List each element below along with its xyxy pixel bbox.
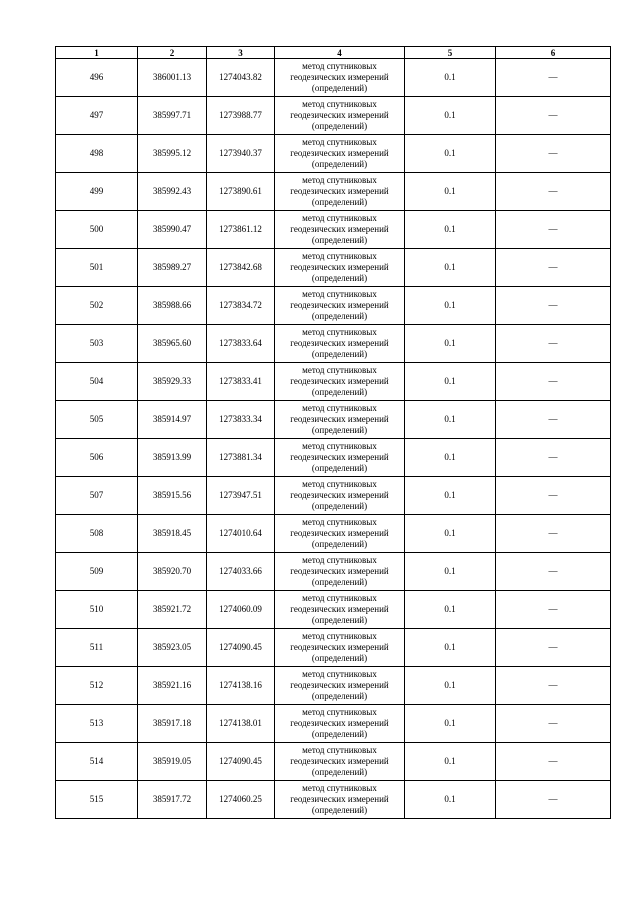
y-coordinate-cell: 1274060.25 — [207, 781, 275, 819]
accuracy-cell: 0.1 — [405, 781, 496, 819]
accuracy-cell: 0.1 — [405, 211, 496, 249]
y-coordinate-cell: 1274138.01 — [207, 705, 275, 743]
note-cell: — — [496, 211, 611, 249]
column-header-2: 2 — [138, 47, 207, 59]
y-coordinate-cell: 1273940.37 — [207, 135, 275, 173]
x-coordinate-cell: 385913.99 — [138, 439, 207, 477]
x-coordinate-cell: 385988.66 — [138, 287, 207, 325]
x-coordinate-cell: 385915.56 — [138, 477, 207, 515]
column-header-3: 3 — [207, 47, 275, 59]
method-cell: метод спутниковых геодезических измерений (определений) — [275, 591, 405, 629]
table-row — [56, 401, 611, 439]
y-coordinate-cell: 1273890.61 — [207, 173, 275, 211]
note-cell: — — [496, 363, 611, 401]
x-coordinate-cell: 385997.71 — [138, 97, 207, 135]
y-coordinate-cell: 1273833.41 — [207, 363, 275, 401]
point-number-cell: 515 — [56, 781, 138, 819]
y-coordinate-cell: 1273881.34 — [207, 439, 275, 477]
method-cell: метод спутниковых геодезических измерений (определений) — [275, 667, 405, 705]
table-row — [56, 211, 611, 249]
x-coordinate-cell: 385929.33 — [138, 363, 207, 401]
method-cell: метод спутниковых геодезических измерений (определений) — [275, 59, 405, 97]
point-number-cell: 506 — [56, 439, 138, 477]
point-number-cell: 514 — [56, 743, 138, 781]
note-cell: — — [496, 287, 611, 325]
method-cell: метод спутниковых геодезических измерений (определений) — [275, 401, 405, 439]
table-row — [56, 249, 611, 287]
x-coordinate-cell: 385917.18 — [138, 705, 207, 743]
x-coordinate-cell: 385918.45 — [138, 515, 207, 553]
x-coordinate-cell: 385919.05 — [138, 743, 207, 781]
point-number-cell: 497 — [56, 97, 138, 135]
method-cell: метод спутниковых геодезических измерений (определений) — [275, 211, 405, 249]
y-coordinate-cell: 1274090.45 — [207, 629, 275, 667]
point-number-cell: 509 — [56, 553, 138, 591]
point-number-cell: 505 — [56, 401, 138, 439]
table-row — [56, 439, 611, 477]
y-coordinate-cell: 1273834.72 — [207, 287, 275, 325]
note-cell: — — [496, 249, 611, 287]
table-row — [56, 515, 611, 553]
method-cell: метод спутниковых геодезических измерений (определений) — [275, 173, 405, 211]
x-coordinate-cell: 385923.05 — [138, 629, 207, 667]
note-cell: — — [496, 553, 611, 591]
note-cell: — — [496, 439, 611, 477]
note-cell: — — [496, 173, 611, 211]
point-number-cell: 503 — [56, 325, 138, 363]
method-cell: метод спутниковых геодезических измерений (определений) — [275, 705, 405, 743]
accuracy-cell: 0.1 — [405, 629, 496, 667]
accuracy-cell: 0.1 — [405, 477, 496, 515]
accuracy-cell: 0.1 — [405, 325, 496, 363]
column-header-4: 4 — [275, 47, 405, 59]
y-coordinate-cell: 1273947.51 — [207, 477, 275, 515]
point-number-cell: 501 — [56, 249, 138, 287]
x-coordinate-cell: 386001.13 — [138, 59, 207, 97]
method-cell: метод спутниковых геодезических измерений (определений) — [275, 249, 405, 287]
y-coordinate-cell: 1274090.45 — [207, 743, 275, 781]
accuracy-cell: 0.1 — [405, 439, 496, 477]
method-cell: метод спутниковых геодезических измерений (определений) — [275, 553, 405, 591]
method-cell: метод спутниковых геодезических измерений (определений) — [275, 477, 405, 515]
table-row — [56, 97, 611, 135]
point-number-cell: 510 — [56, 591, 138, 629]
point-number-cell: 508 — [56, 515, 138, 553]
accuracy-cell: 0.1 — [405, 97, 496, 135]
note-cell: — — [496, 705, 611, 743]
method-cell: метод спутниковых геодезических измерений (определений) — [275, 629, 405, 667]
coordinates-table — [55, 46, 611, 819]
accuracy-cell: 0.1 — [405, 59, 496, 97]
note-cell: — — [496, 629, 611, 667]
accuracy-cell: 0.1 — [405, 667, 496, 705]
table-row — [56, 59, 611, 97]
note-cell: — — [496, 781, 611, 819]
method-cell: метод спутниковых геодезических измерений (определений) — [275, 325, 405, 363]
accuracy-cell: 0.1 — [405, 553, 496, 591]
accuracy-cell: 0.1 — [405, 743, 496, 781]
table-row — [56, 287, 611, 325]
y-coordinate-cell: 1274060.09 — [207, 591, 275, 629]
table-row — [56, 553, 611, 591]
note-cell: — — [496, 325, 611, 363]
accuracy-cell: 0.1 — [405, 401, 496, 439]
accuracy-cell: 0.1 — [405, 705, 496, 743]
point-number-cell: 504 — [56, 363, 138, 401]
table-row — [56, 705, 611, 743]
method-cell: метод спутниковых геодезических измерений (определений) — [275, 439, 405, 477]
table-row — [56, 363, 611, 401]
note-cell: — — [496, 135, 611, 173]
note-cell: — — [496, 97, 611, 135]
x-coordinate-cell: 385995.12 — [138, 135, 207, 173]
column-header-5: 5 — [405, 47, 496, 59]
table-body — [56, 59, 611, 819]
y-coordinate-cell: 1273988.77 — [207, 97, 275, 135]
table-row — [56, 667, 611, 705]
table-row — [56, 325, 611, 363]
method-cell: метод спутниковых геодезических измерений (определений) — [275, 287, 405, 325]
y-coordinate-cell: 1274010.64 — [207, 515, 275, 553]
x-coordinate-cell: 385992.43 — [138, 173, 207, 211]
accuracy-cell: 0.1 — [405, 515, 496, 553]
method-cell: метод спутниковых геодезических измерений (определений) — [275, 135, 405, 173]
note-cell: — — [496, 515, 611, 553]
method-cell: метод спутниковых геодезических измерений (определений) — [275, 363, 405, 401]
point-number-cell: 499 — [56, 173, 138, 211]
y-coordinate-cell: 1274033.66 — [207, 553, 275, 591]
note-cell: — — [496, 743, 611, 781]
y-coordinate-cell: 1273842.68 — [207, 249, 275, 287]
point-number-cell: 511 — [56, 629, 138, 667]
method-cell: метод спутниковых геодезических измерений (определений) — [275, 781, 405, 819]
method-cell: метод спутниковых геодезических измерений (определений) — [275, 743, 405, 781]
x-coordinate-cell: 385917.72 — [138, 781, 207, 819]
point-number-cell: 502 — [56, 287, 138, 325]
y-coordinate-cell: 1273861.12 — [207, 211, 275, 249]
column-header-1: 1 — [56, 47, 138, 59]
point-number-cell: 498 — [56, 135, 138, 173]
table-row — [56, 477, 611, 515]
table-row — [56, 743, 611, 781]
table-row — [56, 135, 611, 173]
y-coordinate-cell: 1273833.34 — [207, 401, 275, 439]
accuracy-cell: 0.1 — [405, 287, 496, 325]
point-number-cell: 496 — [56, 59, 138, 97]
table-row — [56, 591, 611, 629]
method-cell: метод спутниковых геодезических измерений (определений) — [275, 515, 405, 553]
accuracy-cell: 0.1 — [405, 135, 496, 173]
note-cell: — — [496, 401, 611, 439]
accuracy-cell: 0.1 — [405, 363, 496, 401]
note-cell: — — [496, 477, 611, 515]
point-number-cell: 512 — [56, 667, 138, 705]
accuracy-cell: 0.1 — [405, 173, 496, 211]
x-coordinate-cell: 385990.47 — [138, 211, 207, 249]
table-header-row — [56, 47, 611, 59]
accuracy-cell: 0.1 — [405, 591, 496, 629]
note-cell: — — [496, 667, 611, 705]
table-row — [56, 173, 611, 211]
x-coordinate-cell: 385921.72 — [138, 591, 207, 629]
method-cell: метод спутниковых геодезических измерений (определений) — [275, 97, 405, 135]
point-number-cell: 500 — [56, 211, 138, 249]
note-cell: — — [496, 591, 611, 629]
x-coordinate-cell: 385989.27 — [138, 249, 207, 287]
column-header-6: 6 — [496, 47, 611, 59]
table-row — [56, 781, 611, 819]
x-coordinate-cell: 385914.97 — [138, 401, 207, 439]
y-coordinate-cell: 1274043.82 — [207, 59, 275, 97]
point-number-cell: 513 — [56, 705, 138, 743]
y-coordinate-cell: 1274138.16 — [207, 667, 275, 705]
note-cell: — — [496, 59, 611, 97]
y-coordinate-cell: 1273833.64 — [207, 325, 275, 363]
x-coordinate-cell: 385965.60 — [138, 325, 207, 363]
point-number-cell: 507 — [56, 477, 138, 515]
accuracy-cell: 0.1 — [405, 249, 496, 287]
x-coordinate-cell: 385921.16 — [138, 667, 207, 705]
x-coordinate-cell: 385920.70 — [138, 553, 207, 591]
table-row — [56, 629, 611, 667]
